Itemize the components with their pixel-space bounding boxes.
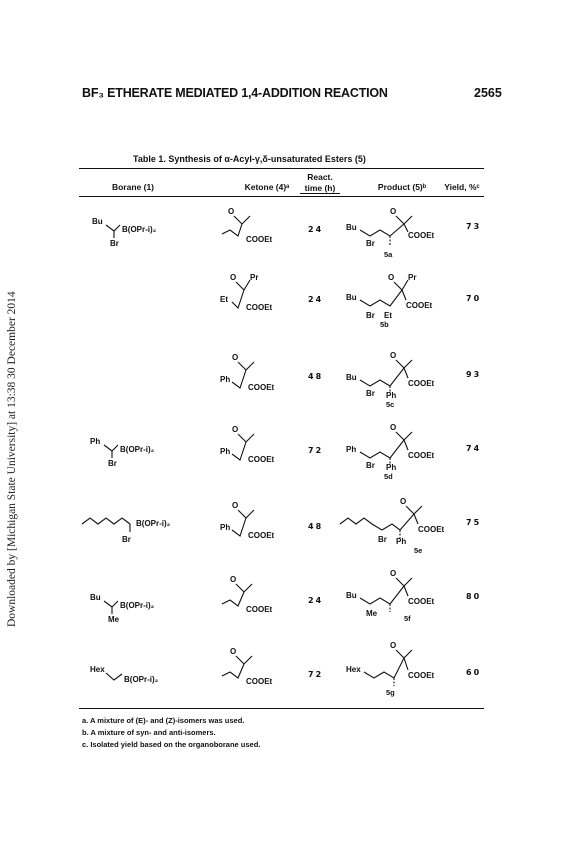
running-head: BF₃ ETHERATE MEDIATED 1,4-ADDITION REACTION (82, 86, 388, 100)
ketone-structure-3 (220, 350, 320, 400)
svg-text:Ph: Ph (396, 537, 407, 546)
yield-value: 75 (466, 518, 482, 527)
svg-text:O: O (400, 497, 407, 506)
table-header-rule (79, 196, 484, 197)
product-structure-5g (344, 638, 464, 700)
col-header-borane: Borane (1) (111, 182, 155, 192)
product-id: 5e (414, 546, 423, 555)
col-header-product: Product (5)ᵇ (377, 182, 427, 192)
svg-text:COOEt: COOEt (408, 597, 435, 606)
svg-text:B(OPr-i)₂: B(OPr-i)₂ (120, 601, 155, 610)
svg-text:Ph: Ph (220, 375, 231, 384)
svg-text:O: O (228, 207, 235, 216)
svg-text:O: O (232, 353, 239, 362)
time-value: 24 (308, 295, 324, 304)
svg-text:O: O (230, 273, 237, 282)
table-top-rule (79, 168, 484, 169)
product-id: 5g (386, 688, 395, 697)
svg-text:COOEt: COOEt (408, 671, 435, 680)
svg-text:Et: Et (384, 311, 392, 320)
time-value: 72 (308, 446, 324, 455)
yield-value: 93 (466, 370, 482, 379)
time-value: 24 (308, 596, 324, 605)
svg-text:B(OPr-i)₂: B(OPr-i)₂ (136, 519, 171, 528)
svg-text:Br: Br (108, 459, 117, 468)
time-value: 24 (308, 225, 324, 234)
product-structure-5c (344, 348, 464, 410)
svg-text:COOEt: COOEt (248, 455, 275, 464)
col-header-time-line1: React. (307, 172, 333, 182)
svg-text:Et: Et (220, 295, 228, 304)
footnote-a: a. A mixture of (E)- and (Z)-isomers was used. (82, 716, 245, 725)
col-header-yield: Yield, %ᶜ (444, 182, 480, 192)
product-id: 5a (384, 250, 393, 259)
svg-text:O: O (232, 425, 239, 434)
ketone-structure-2 (220, 268, 320, 318)
svg-text:O: O (390, 351, 397, 360)
svg-text:Br: Br (122, 535, 131, 544)
ketone-structure-7 (220, 644, 320, 694)
borane-structure-1 (86, 212, 196, 258)
svg-text:COOEt: COOEt (408, 379, 435, 388)
svg-text:O: O (230, 647, 237, 656)
svg-text:COOEt: COOEt (246, 677, 273, 686)
borane-structure-6 (86, 588, 196, 634)
svg-text:Ph: Ph (346, 445, 357, 454)
svg-text:Me: Me (108, 615, 120, 624)
svg-text:Bu: Bu (346, 223, 357, 232)
svg-text:COOEt: COOEt (246, 605, 273, 614)
svg-text:COOEt: COOEt (248, 531, 275, 540)
svg-text:Br: Br (366, 239, 375, 248)
table-caption: Table 1. Synthesis of α-Acyl-γ,δ-unsaturated Esters (5) (133, 154, 366, 164)
product-id: 5c (386, 400, 395, 409)
svg-text:O: O (230, 575, 237, 584)
borane-structure-5 (80, 508, 210, 556)
svg-text:Bu: Bu (346, 591, 357, 600)
svg-text:Ph: Ph (90, 437, 101, 446)
svg-text:B(OPr-i)₂: B(OPr-i)₂ (120, 445, 155, 454)
svg-text:Pr: Pr (250, 273, 259, 282)
yield-value: 60 (466, 668, 482, 677)
svg-text:B(OPr-i)₂: B(OPr-i)₂ (124, 675, 159, 684)
svg-text:Ph: Ph (386, 463, 397, 472)
svg-text:COOEt: COOEt (418, 525, 445, 534)
svg-text:Bu: Bu (92, 217, 103, 226)
svg-text:Hex: Hex (90, 665, 105, 674)
borane-structure-4 (86, 432, 196, 478)
product-id: 5d (384, 472, 393, 481)
svg-text:Ph: Ph (220, 447, 231, 456)
svg-text:Bu: Bu (346, 293, 357, 302)
footnote-b: b. A mixture of syn- and anti-isomers. (82, 728, 216, 737)
product-structure-5d (344, 420, 464, 482)
svg-text:Br: Br (366, 389, 375, 398)
svg-text:Ph: Ph (220, 523, 231, 532)
svg-text:COOEt: COOEt (408, 231, 435, 240)
yield-value: 73 (466, 222, 482, 231)
svg-text:O: O (390, 207, 397, 216)
download-watermark: Downloaded by [Michigan State University] at 13:38 30 December 2014 (6, 291, 18, 627)
col-header-time-line2: time (h) (300, 183, 340, 194)
svg-text:O: O (390, 569, 397, 578)
svg-text:COOEt: COOEt (246, 303, 273, 312)
svg-text:Hex: Hex (346, 665, 361, 674)
svg-text:COOEt: COOEt (246, 235, 273, 244)
svg-text:Pr: Pr (408, 273, 417, 282)
time-value: 72 (308, 670, 324, 679)
table-bottom-rule (79, 708, 484, 709)
svg-text:Br: Br (110, 239, 119, 248)
svg-text:Bu: Bu (90, 593, 101, 602)
product-id: 5f (404, 614, 411, 623)
ketone-structure-4 (220, 422, 320, 472)
ketone-structure-1 (220, 204, 320, 252)
footnote-c: c. Isolated yield based on the organoborane used. (82, 740, 261, 749)
svg-text:Br: Br (366, 461, 375, 470)
borane-structure-7 (86, 660, 196, 700)
time-value: 48 (308, 522, 324, 531)
ketone-structure-6 (220, 572, 320, 622)
svg-text:Br: Br (366, 311, 375, 320)
ketone-structure-5 (220, 498, 320, 548)
product-structure-5a (344, 204, 464, 264)
svg-text:B(OPr-i)₂: B(OPr-i)₂ (122, 225, 157, 234)
yield-value: 70 (466, 294, 482, 303)
svg-text:Br: Br (378, 535, 387, 544)
col-header-ketone: Ketone (4)ᵃ (244, 182, 290, 192)
svg-text:COOEt: COOEt (248, 383, 275, 392)
svg-text:COOEt: COOEt (406, 301, 433, 310)
svg-text:COOEt: COOEt (408, 451, 435, 460)
yield-value: 80 (466, 592, 482, 601)
svg-text:O: O (390, 423, 397, 432)
page-number: 2565 (474, 86, 502, 100)
time-value: 48 (308, 372, 324, 381)
svg-text:Ph: Ph (386, 391, 397, 400)
svg-text:Me: Me (366, 609, 378, 618)
product-structure-5e (336, 492, 476, 556)
svg-text:Bu: Bu (346, 373, 357, 382)
svg-text:O: O (388, 273, 395, 282)
product-id: 5b (380, 320, 389, 329)
svg-text:O: O (232, 501, 239, 510)
product-structure-5b (344, 268, 464, 332)
yield-value: 74 (466, 444, 482, 453)
svg-text:O: O (390, 641, 397, 650)
